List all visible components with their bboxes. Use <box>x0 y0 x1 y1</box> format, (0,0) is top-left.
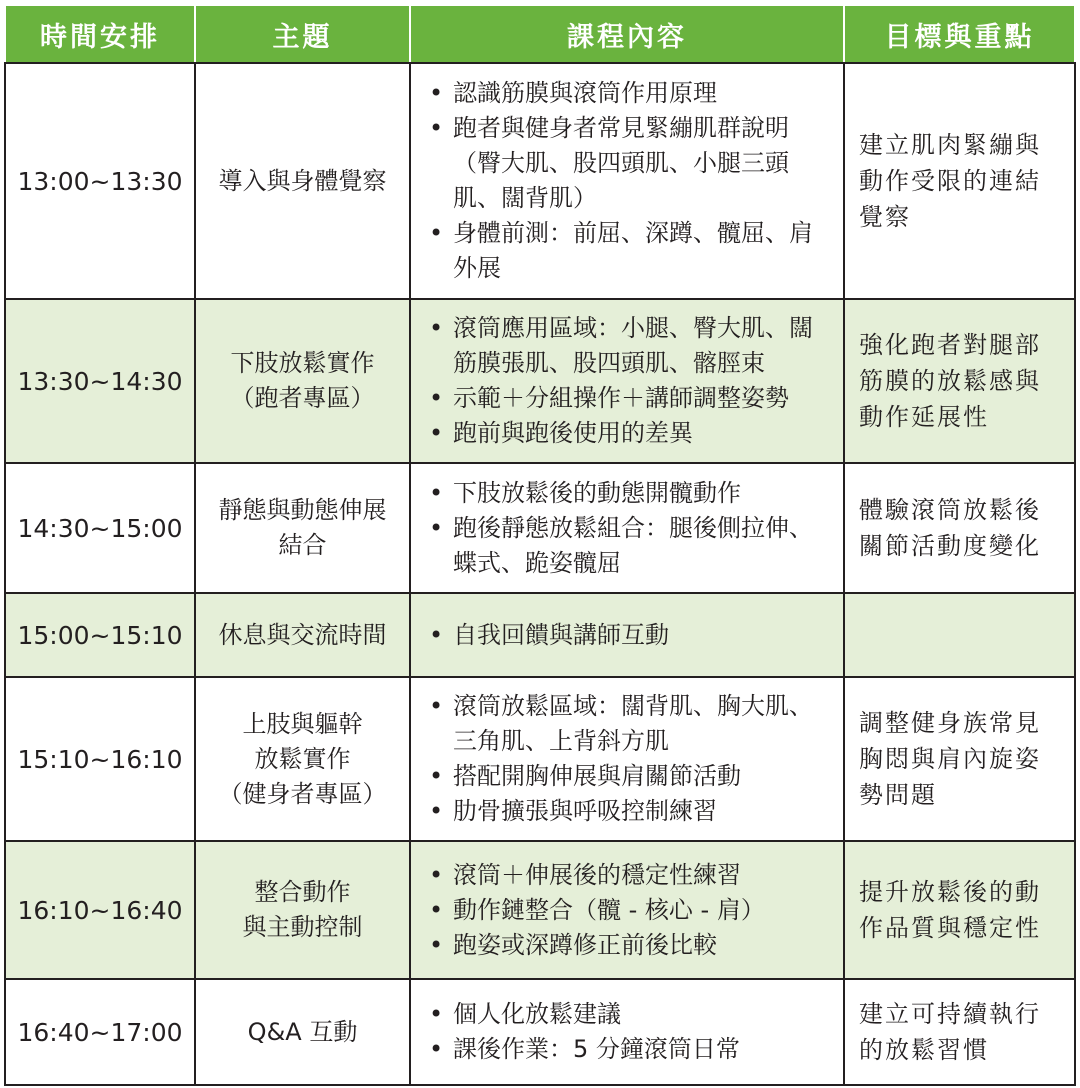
table-row <box>5 593 1075 677</box>
list-item: • 認識筋膜與滾筒作用原理 <box>427 76 831 111</box>
content-cell <box>410 841 844 979</box>
header-topic: 主題 <box>195 5 410 63</box>
list-item: • 身體前測：前屈、深蹲、髖屈、肩外展 <box>427 216 831 286</box>
list-item: • 滾筒＋伸展後的穩定性練習 <box>427 858 831 893</box>
time-cell: 13:00~13:30 <box>5 63 195 299</box>
content-list <box>427 476 831 581</box>
time-cell: 16:40~17:00 <box>5 979 195 1085</box>
table-row <box>5 979 1075 1085</box>
topic-line: 靜態與動態伸展 <box>218 496 387 524</box>
header-row <box>5 5 1075 63</box>
content-list <box>427 997 831 1067</box>
topic-line: （跑者專區） <box>230 384 375 412</box>
topic-cell <box>195 593 410 677</box>
topic-line: 與主動控制 <box>242 913 363 941</box>
list-item: • 下肢放鬆後的動態開髖動作 <box>427 476 831 511</box>
time-cell: 15:00~15:10 <box>5 593 195 677</box>
topic-line: 休息與交流時間 <box>218 620 387 649</box>
list-item: • 示範＋分組操作＋講師調整姿勢 <box>427 381 831 416</box>
header-goal: 目標與重點 <box>844 5 1075 63</box>
goal-cell: 強化跑者對腿部筋膜的放鬆感與動作延展性 <box>844 299 1075 463</box>
list-item: • 自我回饋與講師互動 <box>427 618 831 653</box>
header-time: 時間安排 <box>5 5 195 63</box>
schedule-body <box>5 63 1075 1085</box>
content-list <box>427 858 831 963</box>
topic-cell <box>195 841 410 979</box>
time-cell: 16:10~16:40 <box>5 841 195 979</box>
content-cell <box>410 299 844 463</box>
content-list <box>427 689 831 829</box>
topic-line: 上肢與軀幹 <box>242 709 363 738</box>
list-item: • 跑姿或深蹲修正前後比較 <box>427 928 831 963</box>
schedule-table <box>4 4 1076 1086</box>
goal-cell: 體驗滾筒放鬆後關節活動度變化 <box>844 463 1075 593</box>
table-row <box>5 63 1075 299</box>
list-item: • 動作鏈整合（髖 - 核心 - 肩） <box>427 893 831 928</box>
time-cell: 14:30~15:00 <box>5 463 195 593</box>
content-cell <box>410 463 844 593</box>
content-list <box>427 76 831 286</box>
content-list <box>427 311 831 451</box>
topic-line: 下肢放鬆實作 <box>230 349 375 377</box>
topic-line: （健身者專區） <box>218 779 387 808</box>
goal-cell: 調整健身族常見胸悶與肩內旋姿勢問題 <box>844 677 1075 841</box>
list-item: • 搭配開胸伸展與肩關節活動 <box>427 759 831 794</box>
schedule-table-wrapper <box>4 4 1074 1086</box>
goal-cell: 建立肌肉緊繃與動作受限的連結覺察 <box>844 63 1075 299</box>
content-cell <box>410 593 844 677</box>
topic-cell <box>195 463 410 593</box>
topic-cell <box>195 979 410 1085</box>
table-row <box>5 463 1075 593</box>
table-row <box>5 299 1075 463</box>
time-cell: 13:30~14:30 <box>5 299 195 463</box>
topic-line: 導入與身體覺察 <box>218 166 387 195</box>
goal-cell: 建立可持續執行的放鬆習慣 <box>844 979 1075 1085</box>
list-item: • 肋骨擴張與呼吸控制練習 <box>427 794 831 829</box>
topic-line: 整合動作 <box>254 878 351 906</box>
topic-line: Q&A 互動 <box>247 1017 358 1046</box>
content-cell <box>410 979 844 1085</box>
goal-cell: 提升放鬆後的動作品質與穩定性 <box>844 841 1075 979</box>
table-row <box>5 677 1075 841</box>
list-item: • 滾筒應用區域：小腿、臀大肌、闊筋膜張肌、股四頭肌、髂脛束 <box>427 311 831 381</box>
table-row <box>5 841 1075 979</box>
content-cell <box>410 677 844 841</box>
content-list <box>427 618 831 653</box>
goal-cell <box>844 593 1075 677</box>
list-item: • 個人化放鬆建議 <box>427 997 831 1032</box>
topic-line: 結合 <box>278 531 327 559</box>
list-item: • 跑前與跑後使用的差異 <box>427 416 831 451</box>
topic-cell <box>195 299 410 463</box>
list-item: • 滾筒放鬆區域：闊背肌、胸大肌、三角肌、上背斜方肌 <box>427 689 831 759</box>
topic-cell <box>195 63 410 299</box>
list-item: • 課後作業：5 分鐘滾筒日常 <box>427 1032 831 1067</box>
content-cell <box>410 63 844 299</box>
header-content: 課程內容 <box>410 5 844 63</box>
topic-cell <box>195 677 410 841</box>
list-item: • 跑者與健身者常見緊繃肌群說明（臀大肌、股四頭肌、小腿三頭肌、闊背肌） <box>427 111 831 216</box>
topic-line: 放鬆實作 <box>254 744 351 773</box>
time-cell: 15:10~16:10 <box>5 677 195 841</box>
list-item: • 跑後靜態放鬆組合：腿後側拉伸、蝶式、跪姿髖屈 <box>427 511 831 581</box>
